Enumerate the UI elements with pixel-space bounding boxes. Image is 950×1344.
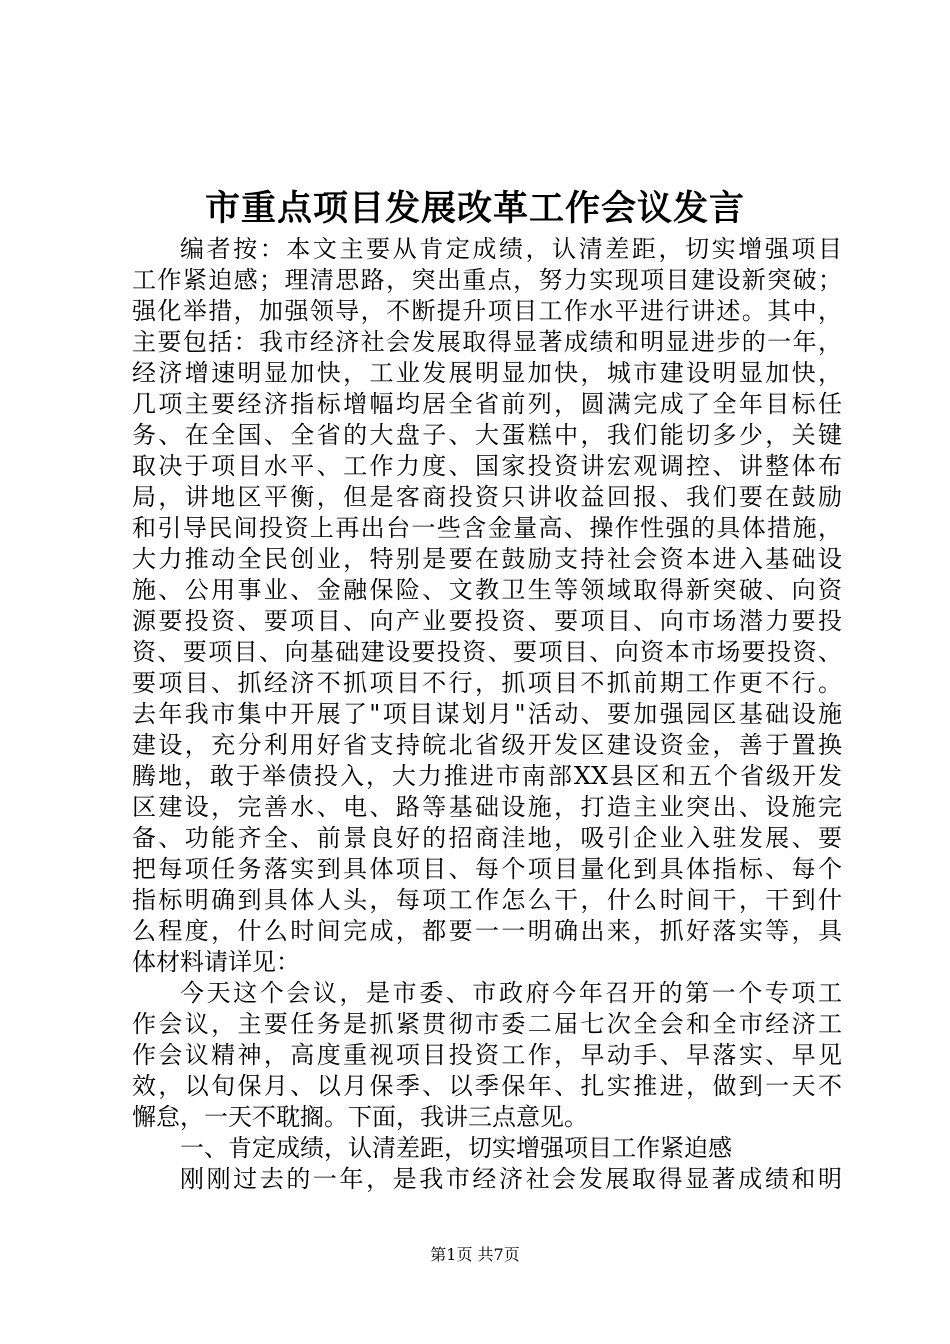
paragraph-line: 作会议，主要任务是抓紧贯彻市委二届七次全会和全市经济工 — [132, 1010, 842, 1038]
paragraph-line: 编者按：本文主要从肯定成绩，认清差距，切实增强项目 — [180, 235, 842, 263]
paragraph-line: 要项目、抓经济不抓项目不行，抓项目不抓前期工作更不行。 — [132, 669, 842, 697]
paragraph-line: 体材料请详见： — [132, 948, 300, 976]
paragraph-line: 刚刚过去的一年，是我市经济社会发展取得显著成绩和明 — [180, 1165, 842, 1193]
document-title: 市重点项目发展改革工作会议发言 — [204, 188, 745, 229]
paragraph-line: 区建设，完善水、电、路等基础设施，打造主业突出、设施完 — [132, 793, 842, 821]
paragraph-line: 经济增速明显加快，工业发展明显加快，城市建设明显加快， — [132, 359, 842, 387]
paragraph-line: 工作紧迫感；理清思路，突出重点，努力实现项目建设新突破； — [132, 266, 842, 294]
paragraph-line: 效，以旬保月、以月保季、以季保年、扎实推进，做到一天不 — [132, 1072, 842, 1100]
paragraph-line: 和引导民间投资上再出台一些含金量高、操作性强的具体措施， — [132, 514, 842, 542]
page-number: 第1页 共7页 — [430, 1245, 520, 1264]
paragraph-line: 局，讲地区平衡，但是客商投资只讲收益回报、我们要在鼓励 — [132, 483, 842, 511]
paragraph-line: 主要包括：我市经济社会发展取得显著成绩和明显进步的一年， — [132, 328, 842, 356]
paragraph-line: 懈怠，一天不耽搁。下面，我讲三点意见。 — [132, 1103, 588, 1131]
paragraph-line: 资、要项目、向基础建设要投资、要项目、向资本市场要投资、 — [132, 638, 842, 666]
paragraph-line: 几项主要经济指标增幅均居全省前列，圆满完成了全年目标任 — [132, 390, 842, 418]
paragraph-line: 把每项任务落实到具体项目、每个项目量化到具体指标、每个 — [132, 855, 842, 883]
paragraph-line: 去年我市集中开展了"项目谋划月"活动、要加强园区基础设施 — [132, 700, 842, 728]
paragraph-line: 建设，充分利用好省支持皖北省级开发区建设资金，善于置换 — [132, 731, 842, 759]
paragraph-line: 取决于项目水平、工作力度、国家投资讲宏观调控、讲整体布 — [132, 452, 842, 480]
paragraph-line: 指标明确到具体人头，每项工作怎么干，什么时间干，干到什 — [132, 886, 842, 914]
paragraph-line: 备、功能齐全、前景良好的招商洼地，吸引企业入驻发展、要 — [132, 824, 842, 852]
paragraph-line: 强化举措，加强领导，不断提升项目工作水平进行讲述。其中， — [132, 297, 842, 325]
paragraph-line: 大力推动全民创业，特别是要在鼓励支持社会资本进入基础设 — [132, 545, 842, 573]
document-body — [132, 234, 842, 1195]
paragraph-line: 务、在全国、全省的大盘子、大蛋糕中，我们能切多少，关键 — [132, 421, 842, 449]
paragraph-line: 施、公用事业、金融保险、文教卫生等领域取得新突破、向资 — [132, 576, 842, 604]
paragraph-line: 腾地，敢于举债投入，大力推进市南部XX县区和五个省级开发 — [132, 762, 842, 790]
section-heading: 一、肯定成绩，认清差距，切实增强项目工作紧迫感 — [180, 1134, 732, 1162]
paragraph-line: 作会议精神，高度重视项目投资工作，早动手、早落实、早见 — [132, 1041, 842, 1069]
paragraph-line: 源要投资、要项目、向产业要投资、要项目、向市场潜力要投 — [132, 607, 842, 635]
paragraph-line: 今天这个会议，是市委、市政府今年召开的第一个专项工 — [180, 979, 842, 1007]
paragraph-line: 么程度，什么时间完成，都要一一明确出来，抓好落实等，具 — [132, 917, 842, 945]
